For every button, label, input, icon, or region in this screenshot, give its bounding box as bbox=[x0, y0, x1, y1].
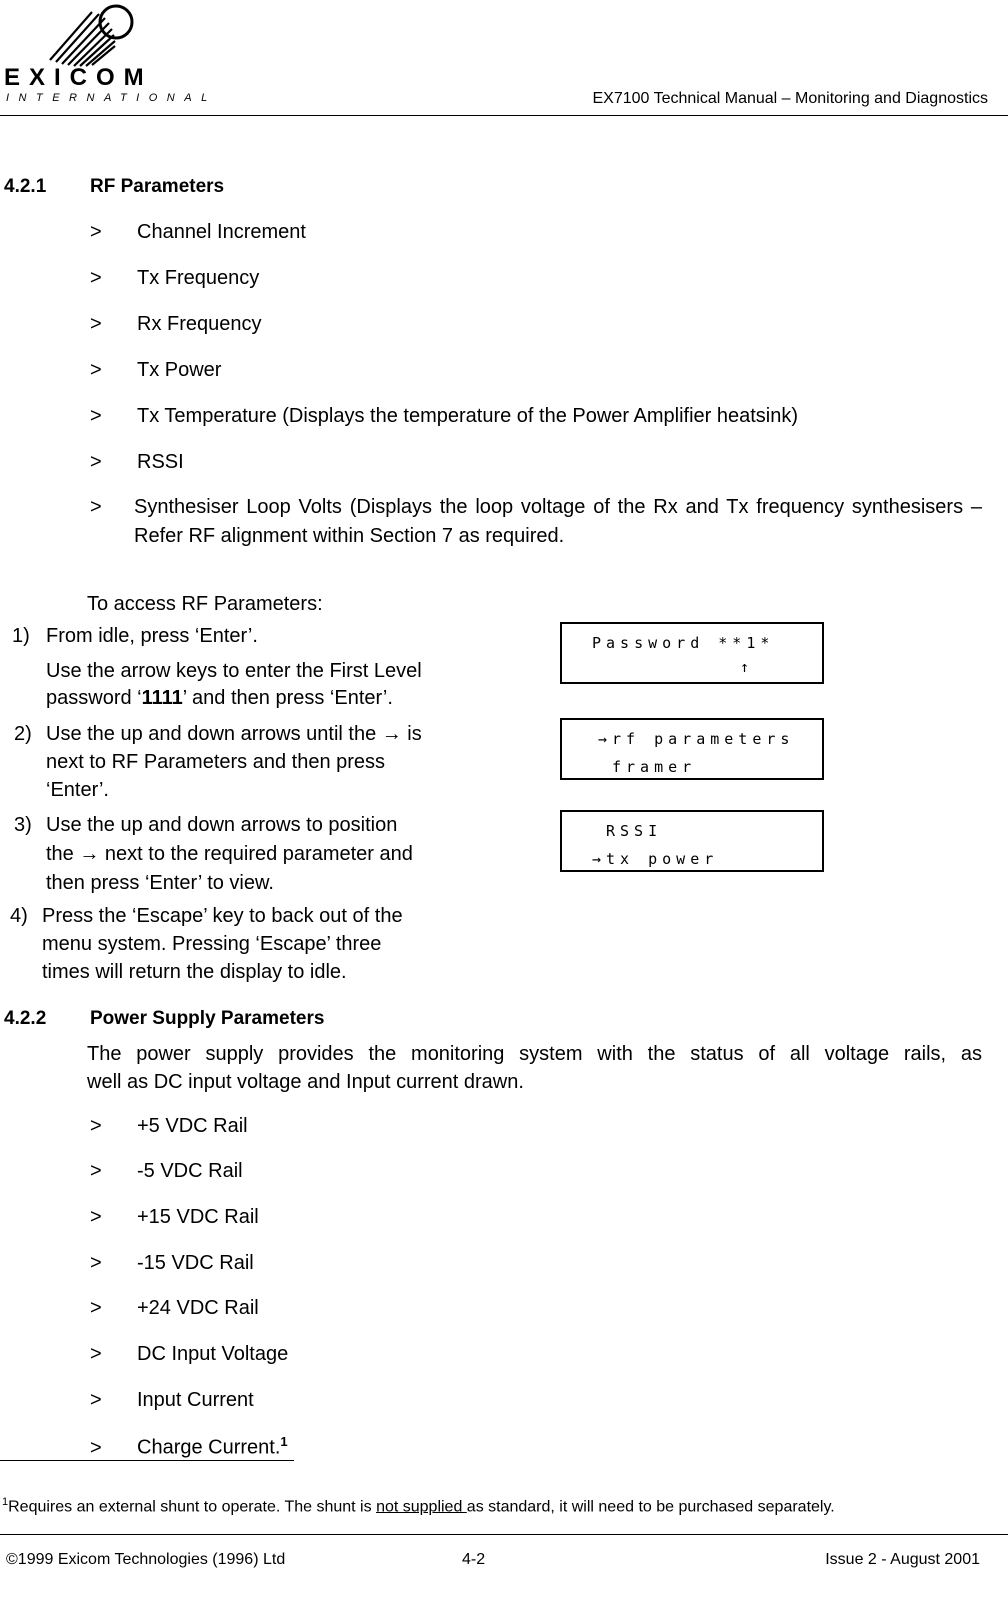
footer-page-number: 4-2 bbox=[462, 1551, 486, 1568]
section-number: 4.2.1 bbox=[4, 176, 47, 197]
footer-issue: Issue 2 - August 2001 bbox=[825, 1551, 980, 1568]
section-title: Power Supply Parameters bbox=[90, 1008, 325, 1029]
lcd-line: framer bbox=[612, 758, 697, 776]
lcd-line: →tx power bbox=[592, 850, 719, 868]
lcd-line: →rf parameters bbox=[598, 730, 795, 748]
list-item: > bbox=[90, 496, 102, 518]
footer-rule bbox=[0, 1534, 1008, 1535]
lcd-line: Password **1* bbox=[592, 634, 775, 652]
list-item: > -5 VDC Rail bbox=[90, 1160, 243, 1182]
list-item: > Channel Increment bbox=[90, 221, 306, 243]
list-item: > -15 VDC Rail bbox=[90, 1252, 254, 1274]
step-text: From idle, press ‘Enter’. bbox=[46, 625, 258, 647]
list-item-text: Synthesiser Loop Volts (Displays the loop voltage of the Rx and Tx frequency synthesisers – Refer RF alignment within Section 7 as required. bbox=[134, 496, 982, 547]
section-number: 4.2.2 bbox=[4, 1008, 47, 1029]
step-text: ‘Enter’. bbox=[46, 779, 109, 801]
header-title: EX7100 Technical Manual – Monitoring and Diagnostics bbox=[592, 90, 988, 107]
lcd-screen-rf bbox=[560, 810, 824, 872]
list-item: > +5 VDC Rail bbox=[90, 1115, 248, 1137]
section-heading-ps bbox=[4, 1008, 324, 1030]
step-text: menu system. Pressing ‘Escape’ three bbox=[42, 933, 382, 955]
list-item: > Input Current bbox=[90, 1389, 254, 1411]
list-item: > Charge Current.$^1$ bbox=[90, 1434, 288, 1459]
step-text: Use the arrow keys to enter the First Level bbox=[46, 660, 422, 682]
list-item: > Tx Frequency bbox=[90, 267, 260, 289]
list-item: > +24 VDC Rail bbox=[90, 1297, 259, 1319]
section-title: RF Parameters bbox=[90, 176, 225, 197]
paragraph: The power supply provides the monitoring system with the status of all voltage rails, as bbox=[87, 1043, 982, 1065]
footer-copyright: ©1999 Exicom Technologies (1996) Ltd bbox=[6, 1551, 286, 1568]
step-text: next to RF Parameters and then press bbox=[46, 751, 386, 773]
header-rule bbox=[0, 115, 1008, 116]
list-item: > Tx Temperature (Displays the temperature of the Power Amplifier heatsink) bbox=[90, 405, 799, 427]
list-item: > RSSI bbox=[90, 451, 184, 473]
lcd-screen-menu bbox=[560, 718, 824, 780]
step-text: the → next to the required parameter and bbox=[46, 843, 413, 865]
step-number: 2) bbox=[14, 723, 32, 745]
logo-wordmark: EXICOM bbox=[4, 64, 153, 91]
lcd-screen-password bbox=[560, 622, 824, 684]
step-text: Press the ‘Escape’ key to back out of the bbox=[42, 905, 403, 927]
step-number: 1) bbox=[12, 625, 30, 647]
footnote-ref[interactable]: 1 bbox=[280, 1434, 288, 1449]
step-text: password ‘1111’ and then press ‘Enter’. bbox=[46, 687, 393, 709]
footnote: $^1$Requires an external shunt to operate. The shunt is not supplied as standard, it will need to be purchased separately. bbox=[2, 1496, 835, 1516]
step-text: then press ‘Enter’ to view. bbox=[46, 872, 274, 894]
lcd-line: ↑ bbox=[740, 658, 755, 676]
step-text: Use the up and down arrows until the → is bbox=[46, 723, 422, 745]
step-text: Use the up and down arrows to position bbox=[46, 814, 398, 836]
footnote-rule bbox=[0, 1460, 294, 1461]
logo-subtext: INTERNATIONAL bbox=[6, 92, 217, 104]
section-heading-rf bbox=[4, 176, 224, 198]
list-item: > Rx Frequency bbox=[90, 313, 262, 335]
step-number: 4) bbox=[10, 905, 28, 927]
list-item: > Tx Power bbox=[90, 359, 222, 381]
list-item: > +15 VDC Rail bbox=[90, 1206, 259, 1228]
step-number: 3) bbox=[14, 814, 32, 836]
access-intro: To access RF Parameters: bbox=[87, 593, 323, 615]
lcd-line: RSSI bbox=[606, 822, 663, 840]
paragraph: well as DC input voltage and Input current drawn. bbox=[87, 1071, 524, 1093]
step-text: times will return the display to idle. bbox=[42, 961, 347, 983]
list-item: > DC Input Voltage bbox=[90, 1343, 289, 1365]
